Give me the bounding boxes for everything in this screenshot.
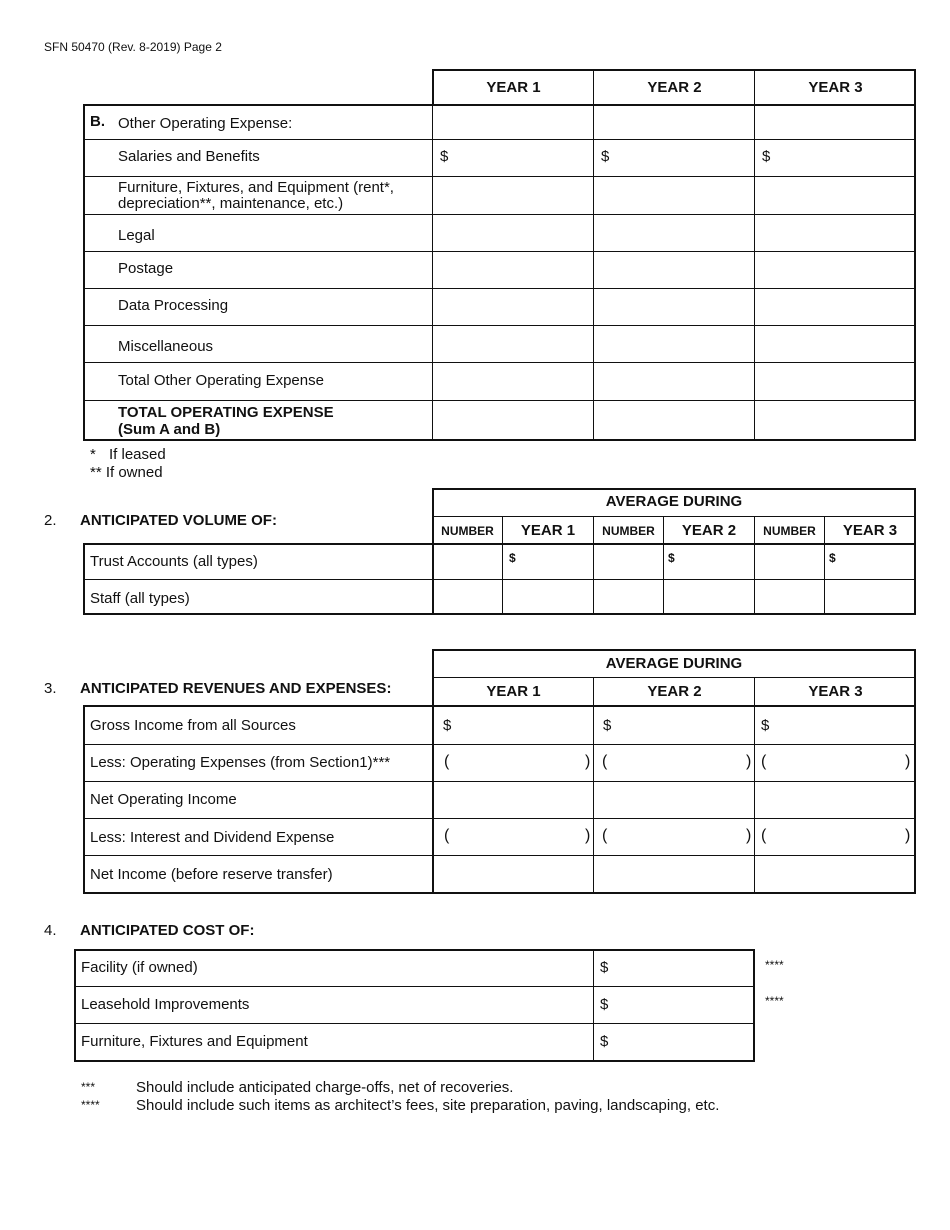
row-trust-accounts: Trust Accounts (all types)	[90, 553, 258, 570]
year2-header: YEAR 2	[647, 79, 702, 96]
note-owned: ** If owned	[90, 464, 163, 481]
number-col-3: NUMBER	[763, 524, 816, 538]
note-leased-text: If leased	[109, 446, 166, 463]
volume-year1: YEAR 1	[520, 522, 576, 539]
gross-year3-dollar: $	[761, 717, 770, 734]
footnote4-mark: ****	[81, 1098, 100, 1112]
revenues-average-header: AVERAGE DURING	[605, 655, 743, 672]
row-legal: Legal	[118, 227, 155, 244]
furniture-dollar: $	[600, 1033, 609, 1050]
footnote4-text: Should include such items as architect’s fees, site preparation, paving, landscaping, etc.	[136, 1097, 720, 1114]
revenues-year1: YEAR 1	[486, 683, 541, 700]
row-less-interest: Less: Interest and Dividend Expense	[90, 829, 335, 846]
note-leased-mark: *	[90, 446, 96, 463]
interest-y2-close: )	[746, 827, 752, 844]
salaries-year2-dollar: $	[601, 148, 610, 165]
salaries-year3-dollar: $	[762, 148, 771, 165]
input-salaries-year1[interactable]	[434, 141, 592, 175]
year3-header: YEAR 3	[808, 79, 863, 96]
volume-year3: YEAR 3	[842, 522, 898, 539]
facility-dollar: $	[600, 959, 609, 976]
section-b-letter: B.	[90, 113, 105, 130]
row-salaries: Salaries and Benefits	[118, 148, 260, 165]
row-total-other: Total Other Operating Expense	[118, 372, 324, 389]
interest-y3-open: (	[761, 827, 767, 844]
row-miscellaneous: Miscellaneous	[118, 338, 214, 355]
year1-header: YEAR 1	[486, 79, 541, 96]
opex-y1-open: (	[444, 753, 450, 770]
row-leasehold: Leasehold Improvements	[81, 996, 250, 1013]
row-data-processing: Data Processing	[118, 297, 229, 314]
interest-y3-close: )	[905, 827, 911, 844]
row-furniture-equipment: Furniture, Fixtures and Equipment	[81, 1033, 308, 1050]
row-less-operating: Less: Operating Expenses (from Section1)***	[90, 754, 391, 771]
row-total-operating-line2: (Sum A and B)	[118, 421, 221, 438]
number-col-2: NUMBER	[602, 524, 655, 538]
input-salaries-year2[interactable]	[595, 141, 753, 175]
row-furniture-line1: Furniture, Fixtures, and Equipment (rent*,	[118, 179, 394, 196]
input-b-year1[interactable]	[434, 106, 592, 138]
row-postage: Postage	[118, 260, 174, 277]
row-total-operating-line1: TOTAL OPERATING EXPENSE	[118, 404, 334, 421]
opex-y1-close: )	[585, 753, 591, 770]
trust-year2-dollar: $	[668, 551, 675, 565]
facility-marker: ****	[765, 958, 784, 972]
interest-y1-open: (	[444, 827, 450, 844]
interest-y1-close: )	[585, 827, 591, 844]
volume-average-header: AVERAGE DURING	[605, 493, 743, 510]
interest-y2-open: (	[602, 827, 608, 844]
row-staff: Staff (all types)	[90, 590, 190, 607]
section3-title: ANTICIPATED REVENUES AND EXPENSES:	[80, 680, 392, 697]
leasehold-marker: ****	[765, 994, 784, 1008]
row-facility: Facility (if owned)	[81, 959, 198, 976]
opex-y2-close: )	[746, 753, 752, 770]
section-b-title: Other Operating Expense:	[118, 115, 293, 132]
input-salaries-year3[interactable]	[756, 141, 914, 175]
row-gross-income: Gross Income from all Sources	[90, 717, 296, 734]
section3-number: 3.	[44, 680, 57, 697]
opex-y3-close: )	[905, 753, 911, 770]
salaries-year1-dollar: $	[440, 148, 449, 165]
number-col-1: NUMBER	[441, 524, 494, 538]
trust-year1-dollar: $	[509, 551, 516, 565]
gross-year1-dollar: $	[443, 717, 452, 734]
footnote3-mark: ***	[81, 1080, 96, 1094]
revenues-year3: YEAR 3	[808, 683, 863, 700]
revenues-year2: YEAR 2	[647, 683, 702, 700]
volume-year2: YEAR 2	[681, 522, 737, 539]
opex-y2-open: (	[602, 753, 608, 770]
leasehold-dollar: $	[600, 996, 609, 1013]
section2-title: ANTICIPATED VOLUME OF:	[80, 512, 277, 529]
section4-number: 4.	[44, 922, 57, 939]
footnote3-text: Should include anticipated charge-offs, net of recoveries.	[136, 1079, 514, 1096]
row-net-income: Net Income (before reserve transfer)	[90, 866, 333, 883]
gross-year2-dollar: $	[603, 717, 612, 734]
page-header: SFN 50470 (Rev. 8-2019) Page 2	[44, 40, 222, 54]
section2-number: 2.	[44, 512, 57, 529]
opex-y3-open: (	[761, 753, 767, 770]
row-furniture-line2: depreciation**, maintenance, etc.)	[118, 195, 344, 212]
section4-title: ANTICIPATED COST OF:	[80, 922, 255, 939]
row-net-operating: Net Operating Income	[90, 791, 237, 808]
trust-year3-dollar: $	[829, 551, 836, 565]
